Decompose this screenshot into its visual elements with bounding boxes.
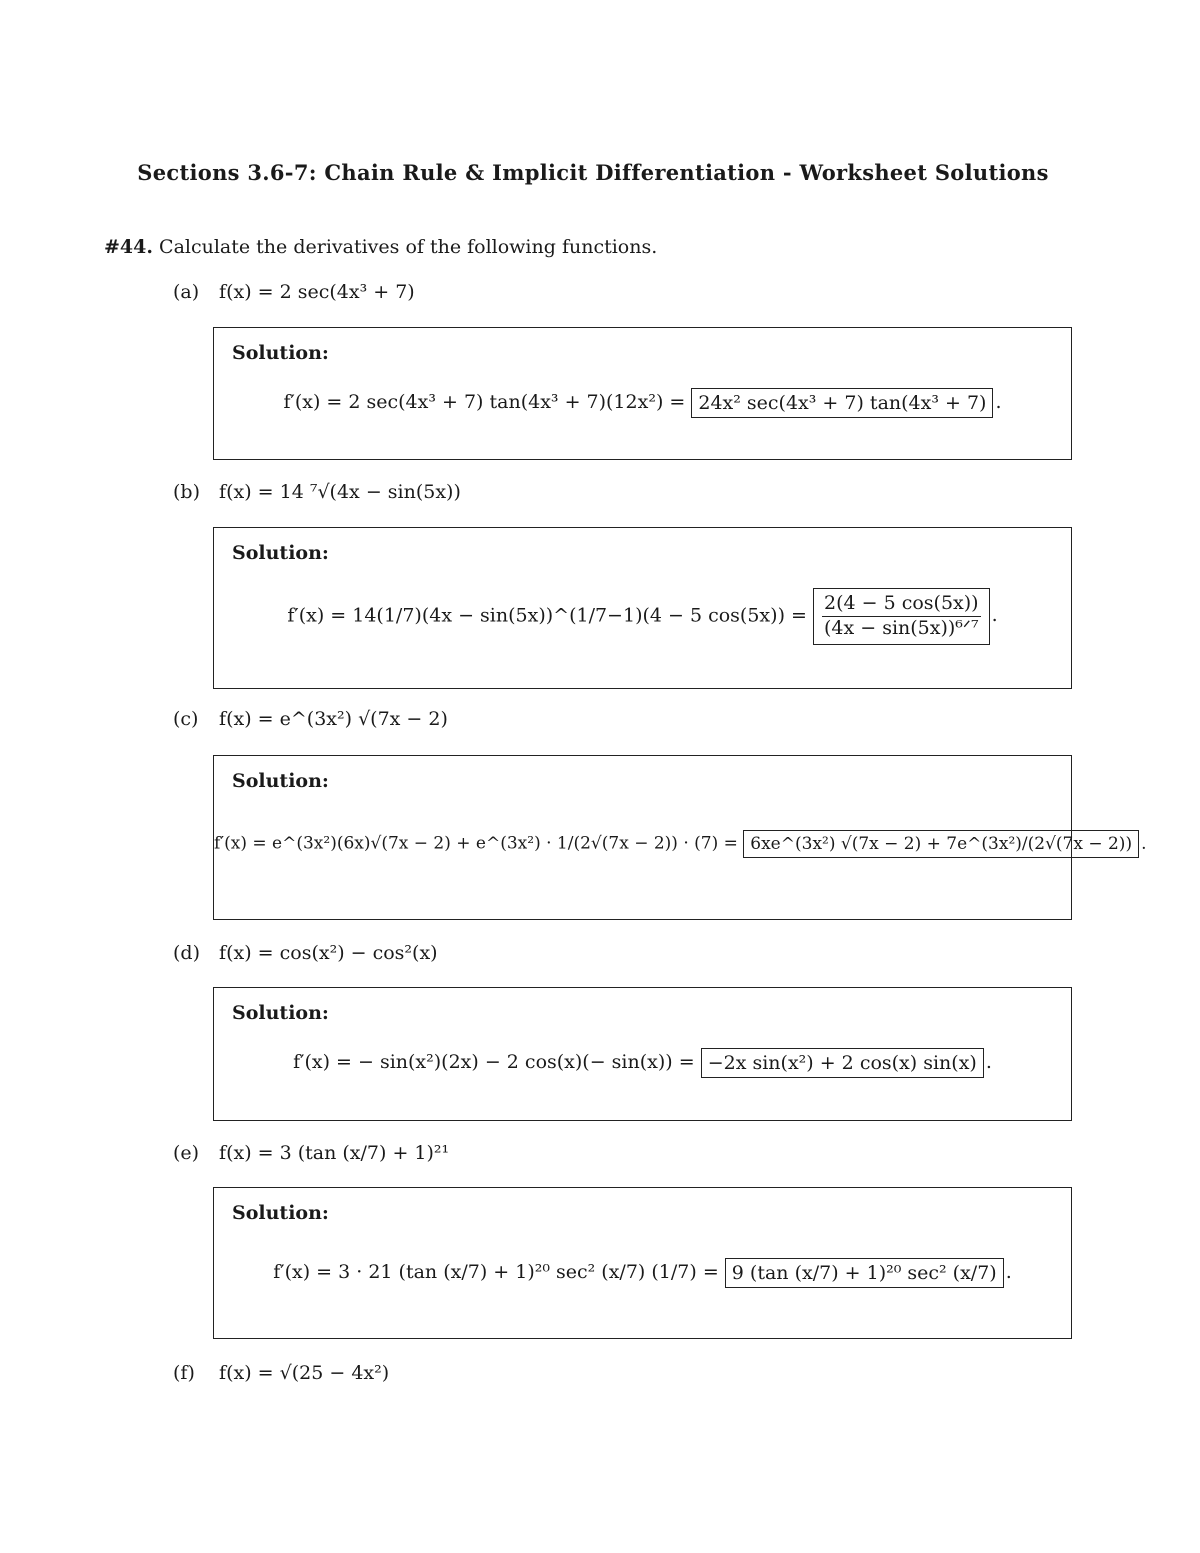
- part-function: f(x) = 3 (tan (x/7) + 1)²¹: [219, 1142, 450, 1164]
- part-function: f(x) = 14 ⁷√(4x − sin(5x)): [219, 481, 461, 503]
- problem-statement: [104, 236, 657, 258]
- solution-equation: f′(x) = 14(1/7)(4x − sin(5x))^(1/7−1)(4 − 5 cos(5x)) = $\frac{2(4 - 5 \cos(5x))}{\text{(4x − sin(5x))⁶ᐟ⁷}}$ .: [214, 588, 1071, 645]
- solution-label: Solution:: [232, 1002, 329, 1024]
- part-b-statement: [173, 481, 461, 503]
- solution-label: Solution:: [232, 1202, 329, 1224]
- boxed-answer: 6xe^(3x²) √(7x − 2) + 7e^(3x²)/(2√(7x − 2)): [743, 830, 1139, 858]
- solution-work: f′(x) = 3 · 21 (tan (x/7) + 1)²⁰ sec² (x/7) (1/7) =: [273, 1261, 719, 1283]
- solution-box-d: [213, 987, 1072, 1121]
- solution-label: Solution:: [232, 542, 329, 564]
- part-function: f(x) = √(25 − 4x²): [219, 1362, 390, 1384]
- boxed-answer: −2x sin(x²) + 2 cos(x) sin(x): [701, 1048, 984, 1078]
- answer-numerator: 2(4 − 5 cos(5x)): [822, 592, 981, 617]
- solution-work: f′(x) = 14(1/7)(4x − sin(5x))^(1/7−1)(4 − 5 cos(5x)) =: [287, 604, 807, 627]
- solution-equation: f′(x) = e^(3x²)(6x)√(7x − 2) + e^(3x²) · 1/(2√(7x − 2)) · (7) = 6xe^(3x²) √(7x − 2) + 7e^(3x²)/(2√(7x − 2)) .: [214, 830, 1071, 858]
- solution-equation: f′(x) = − sin(x²)(2x) − 2 cos(x)(− sin(x)) = −2x sin(x²) + 2 cos(x) sin(x) .: [214, 1048, 1071, 1078]
- solution-label: Solution:: [232, 770, 329, 792]
- part-f-statement: [173, 1362, 389, 1384]
- part-label: (e): [173, 1142, 200, 1164]
- solution-label: Solution:: [232, 342, 329, 364]
- solution-work: f′(x) = e^(3x²)(6x)√(7x − 2) + e^(3x²) · 1/(2√(7x − 2)) · (7) =: [214, 833, 738, 854]
- part-label: (f): [173, 1362, 195, 1384]
- boxed-answer: 24x² sec(4x³ + 7) tan(4x³ + 7): [691, 388, 993, 418]
- answer-fraction: [822, 592, 981, 641]
- part-function: f(x) = 2 sec(4x³ + 7): [219, 281, 415, 303]
- part-e-statement: [173, 1142, 449, 1164]
- part-function: f(x) = e^(3x²) √(7x − 2): [219, 708, 448, 730]
- part-function: f(x) = cos(x²) − cos²(x): [219, 942, 438, 964]
- part-c-statement: [173, 708, 448, 730]
- part-label: (b): [173, 481, 200, 503]
- solution-box-e: [213, 1187, 1072, 1339]
- part-label: (d): [173, 942, 200, 964]
- solution-box-c: [213, 755, 1147, 920]
- boxed-answer: [813, 588, 990, 645]
- solution-equation: f′(x) = 3 · 21 (tan (x/7) + 1)²⁰ sec² (x/7) (1/7) = 9 (tan (x/7) + 1)²⁰ sec² (x/7) .: [214, 1258, 1071, 1288]
- part-d-statement: [173, 942, 438, 964]
- solution-box-b: [213, 527, 1072, 689]
- solution-work: f′(x) = − sin(x²)(2x) − 2 cos(x)(− sin(x)) =: [293, 1051, 695, 1073]
- problem-number: #44.: [104, 236, 153, 258]
- part-label: (a): [173, 281, 200, 303]
- answer-denominator: (4x − sin(5x))⁶ᐟ⁷: [823, 616, 979, 639]
- part-label: (c): [173, 708, 199, 730]
- boxed-answer: 9 (tan (x/7) + 1)²⁰ sec² (x/7): [725, 1258, 1004, 1288]
- part-a-statement: [173, 281, 415, 303]
- page-title: Sections 3.6-7: Chain Rule & Implicit Differentiation - Worksheet Solutions: [137, 160, 1049, 185]
- solution-work: f′(x) = 2 sec(4x³ + 7) tan(4x³ + 7)(12x²) =: [283, 391, 686, 413]
- problem-text: Calculate the derivatives of the following functions.: [159, 236, 658, 258]
- solution-box-a: [213, 327, 1072, 460]
- solution-equation: f′(x) = 2 sec(4x³ + 7) tan(4x³ + 7)(12x²) = 24x² sec(4x³ + 7) tan(4x³ + 7) .: [214, 388, 1071, 418]
